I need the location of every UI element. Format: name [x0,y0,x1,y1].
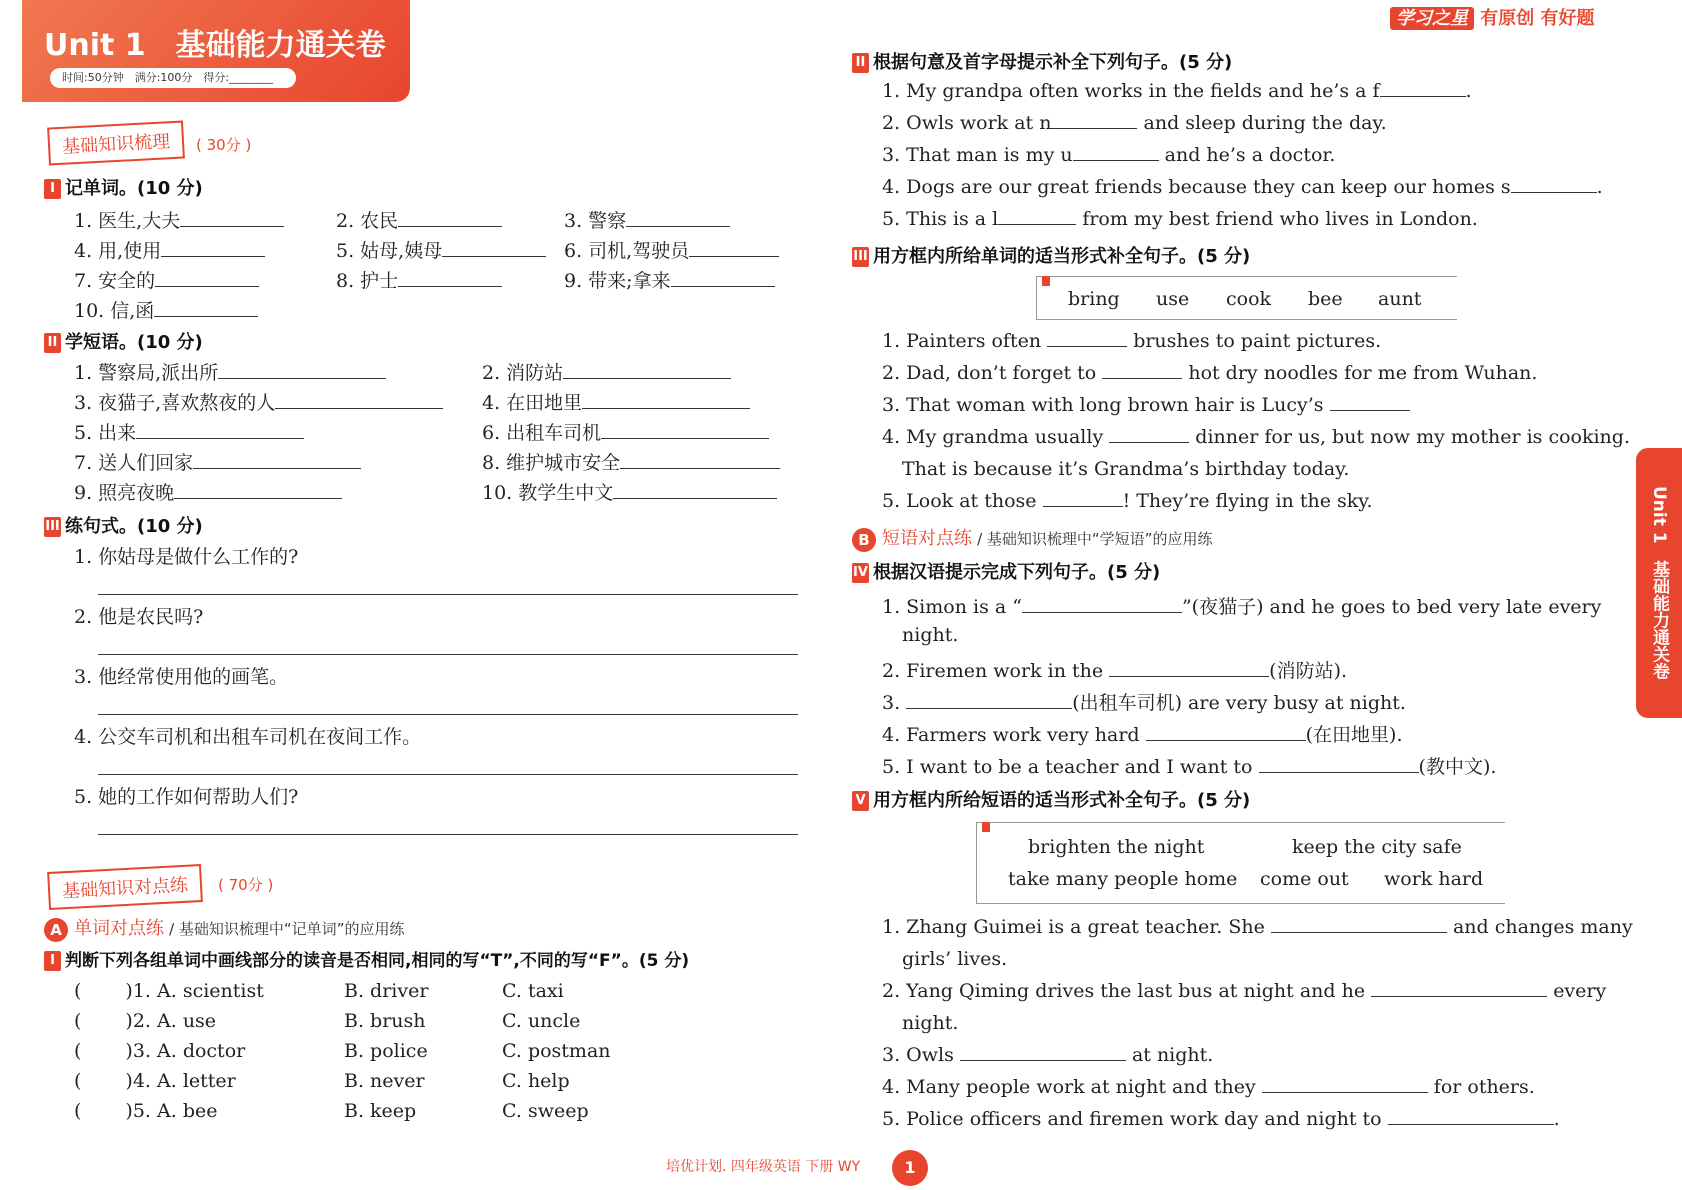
sentence-item: 4. Dogs are our great friends because they can keep our homes s . [882,176,1603,198]
partA-title: 单词对点练 [74,918,164,939]
sentence-item: 5. I want to be a teacher and I want to (教中文). [882,756,1497,778]
answer-line[interactable] [98,638,798,655]
sec2-title: II 学短语。(10 分) [44,328,203,354]
word-item: 3. 警察 [564,206,730,233]
sentence-item: 2. Owls work at n and sleep during the day. [882,112,1387,134]
word-item: 7. 安全的 [74,266,259,293]
answer-blank[interactable] [180,210,284,227]
sentence-item: 5. 她的工作如何帮助人们? [74,786,299,808]
sentence-item: 2. Dad, don’t forget to hot dry noodles for me from Wuhan. [882,362,1538,384]
answer-blank[interactable] [1047,330,1127,347]
secV-title: V 用方框内所给短语的适当形式补全句子。(5 分) [852,786,1250,812]
phrase-item: 4. 在田地里 [482,388,750,415]
box-phrase: take many people home [1008,868,1238,890]
secIV-title: IV 根据汉语提示完成下列句子。(5 分) [853,562,1161,583]
sec1-title: I 记单词。(10 分) [44,174,203,200]
phonics-option: C. uncle [502,1010,581,1032]
phonics-option: C. sweep [502,1100,589,1122]
phrase-item: 9. 照亮夜晚 [74,478,342,505]
box-word: cook [1226,288,1272,310]
sentence-item: 1. Zhang Guimei is a great teacher. She and changes many [882,916,1633,938]
tag-basic-review-score: ( 30分 ) [196,136,252,154]
answer-blank[interactable] [161,240,265,257]
word-item: 8. 护士 [336,266,502,293]
answer-blank[interactable] [1511,176,1597,193]
sentence-item: 3. 他经常使用他的画笔。 [74,666,289,688]
bookmark-icon [982,822,990,832]
partB-sub: / 基础知识梳理中“学短语”的应用练 [977,530,1213,548]
answer-blank[interactable] [1102,362,1182,379]
answer-blank[interactable] [626,210,730,227]
phrase-item: 2. 消防站 [482,358,731,385]
answer-blank[interactable] [442,240,546,257]
answer-blank[interactable] [1073,144,1159,161]
answer-blank[interactable] [218,362,386,379]
sentence-item: 2. Yang Qiming drives the last bus at night and he every [882,980,1607,1002]
sentence-item: 4. Many people work at night and they for others. [882,1076,1535,1098]
phonics-option: B. brush [344,1010,426,1032]
answer-blank[interactable] [136,422,304,439]
secA1-title: I 判断下列各组单词中画线部分的读音是否相同,相同的写“T”,不同的写“F”。(5 分) [44,946,689,971]
phrase-item: 1. 警察局,派出所 [74,358,386,385]
box-phrase: come out [1260,868,1349,890]
partA-badge: A [44,918,68,942]
sentence-item: 5. Look at those ! They’re flying in the sky. [882,490,1373,512]
tag-basic-practice-score: ( 70分 ) [218,876,274,894]
box-phrase: work hard [1384,868,1484,890]
word-item: 2. 农民 [336,206,502,233]
phonics-option: C. help [502,1070,570,1092]
phonics-option: B. police [344,1040,428,1062]
word-item: 10. 信,函 [74,296,258,323]
answer-blank[interactable] [1043,490,1123,507]
box-word: use [1156,288,1190,310]
sentence-item: 5. This is a l from my best friend who lives in London. [882,208,1478,230]
answer-line[interactable] [98,698,798,715]
phrase-item: 3. 夜猫子,喜欢熬夜的人 [74,388,443,415]
word-item: 9. 带来;拿来 [564,266,775,293]
brand [1390,4,1595,30]
phrase-item: 8. 维护城市安全 [482,448,780,475]
answer-blank[interactable] [193,452,361,469]
page-number: 1 [892,1150,928,1186]
answer-blank[interactable] [563,362,731,379]
phonics-row: ( )1. A. scientist [74,980,264,1002]
phrase-item: 6. 出租车司机 [482,418,769,445]
sentence-item: 3. That woman with long brown hair is Lucy’s [882,394,1410,416]
answer-blank[interactable] [601,422,769,439]
phrase-item: 7. 送人们回家 [74,448,361,475]
sentence-continuation: That is because it’s Grandma’s birthday today. [902,458,1350,480]
answer-blank[interactable] [398,210,502,227]
answer-line[interactable] [98,758,798,775]
word-item: 6. 司机,驾驶员 [564,236,779,263]
sentence-item: 3. (出租车司机) are very busy at night. [882,692,1406,714]
answer-blank[interactable] [1271,916,1447,933]
phrase-item: 5. 出来 [74,418,304,445]
partB-heading [852,524,1212,552]
footer-text: 培优计划. 四年级英语 下册 WY [666,1159,861,1175]
phonics-option: B. driver [344,980,429,1002]
sentence-item: 1. My grandpa often works in the fields and he’s a f . [882,80,1472,102]
partB-badge: B [852,528,876,552]
answer-blank[interactable] [155,270,259,287]
brand-logo: 学习之星 [1390,7,1474,30]
word-item: 1. 医生,大夫 [74,206,284,233]
answer-blank[interactable] [620,452,780,469]
word-item: 4. 用,使用 [74,236,265,263]
partA-sub: / 基础知识梳理中“记单词”的应用练 [169,920,405,938]
phonics-row: ( )3. A. doctor [74,1040,246,1062]
phonics-row: ( )5. A. bee [74,1100,218,1122]
answer-blank[interactable] [1022,596,1182,613]
box-phrase: keep the city safe [1292,836,1462,858]
answer-blank[interactable] [582,392,750,409]
partB-title: 短语对点练 [882,528,972,549]
phonics-option: B. never [344,1070,425,1092]
answer-blank[interactable] [613,482,777,499]
answer-blank[interactable] [689,240,779,257]
tag-basic-review: 基础知识梳理 [47,120,185,165]
sentence-continuation: night. [902,1012,959,1034]
sentence-continuation: girls’ lives. [902,948,1008,970]
sentence-item: 5. Police officers and firemen work day and night to . [882,1108,1560,1130]
phrase-box [976,822,1505,904]
answer-blank[interactable] [1146,724,1306,741]
word-item: 5. 姑母,姨母 [336,236,546,263]
sentence-item: 4. My grandma usually dinner for us, but now my mother is cooking. [882,426,1630,448]
answer-blank[interactable] [1109,660,1269,677]
answer-blank[interactable] [671,270,775,287]
phonics-option: C. postman [502,1040,611,1062]
answer-blank[interactable] [1051,112,1137,129]
sentence-item: 4. 公交车司机和出租车司机在夜间工作。 [74,726,422,748]
answer-blank[interactable] [398,270,502,287]
secII-title: II 根据句意及首字母提示补全下列句子。(5 分) [852,48,1232,74]
sentence-item: 3. That man is my u and he’s a doctor. [882,144,1336,166]
answer-blank[interactable] [960,1044,1126,1061]
answer-blank[interactable] [154,300,258,317]
phonics-option: B. keep [344,1100,417,1122]
answer-blank[interactable] [275,392,443,409]
sentence-item: 4. Farmers work very hard (在田地里). [882,724,1403,746]
phonics-row: ( )2. A. use [74,1010,217,1032]
unit-title: Unit 1 基础能力通关卷 [44,28,386,63]
answer-line[interactable] [98,818,798,835]
phonics-option: C. taxi [502,980,564,1002]
tag-basic-practice: 基础知识对点练 [47,864,203,910]
answer-blank[interactable] [1371,980,1547,997]
answer-blank[interactable] [1259,756,1419,773]
answer-blank[interactable] [1380,80,1466,97]
exam-info: 时间:50分钟 满分:100分 得分:________ [50,68,296,88]
answer-blank[interactable] [1388,1108,1554,1125]
sentence-item: 2. 他是农民吗? [74,606,204,628]
answer-blank[interactable] [1262,1076,1428,1093]
box-word: bring [1068,288,1120,310]
sentence-item: 2. Firemen work in the (消防站). [882,660,1348,682]
answer-line[interactable] [98,578,798,595]
phrase-item: 10. 教学生中文 [482,478,777,505]
sentence-item: 3. Owls at night. [882,1044,1214,1066]
box-word: bee [1308,288,1343,310]
answer-blank[interactable] [1330,394,1410,411]
partA-heading [44,914,404,942]
answer-blank[interactable] [906,692,1072,709]
answer-blank[interactable] [1109,426,1189,443]
bookmark-icon [1042,276,1050,286]
brand-slogan: 有原创 有好题 [1480,8,1595,29]
box-phrase: brighten the night [1028,836,1205,858]
box-word: aunt [1378,288,1422,310]
sentence-item: 1. Painters often brushes to paint pictures. [882,330,1382,352]
sentence-item: 1. 你姑母是做什么工作的? [74,546,299,568]
answer-blank[interactable] [998,208,1076,225]
phonics-row: ( )4. A. letter [74,1070,236,1092]
side-unit-tab: Unit 1 基础能力通关卷 [1636,448,1682,718]
sec3-title: III 练句式。(10 分) [45,516,203,537]
answer-blank[interactable] [174,482,342,499]
secIII-title: III 用方框内所给单词的适当形式补全句子。(5 分) [853,246,1251,267]
sentence-item: 1. Simon is a “ ”(夜猫子) and he goes to bed very late every [882,596,1602,618]
sentence-continuation: night. [902,624,959,646]
